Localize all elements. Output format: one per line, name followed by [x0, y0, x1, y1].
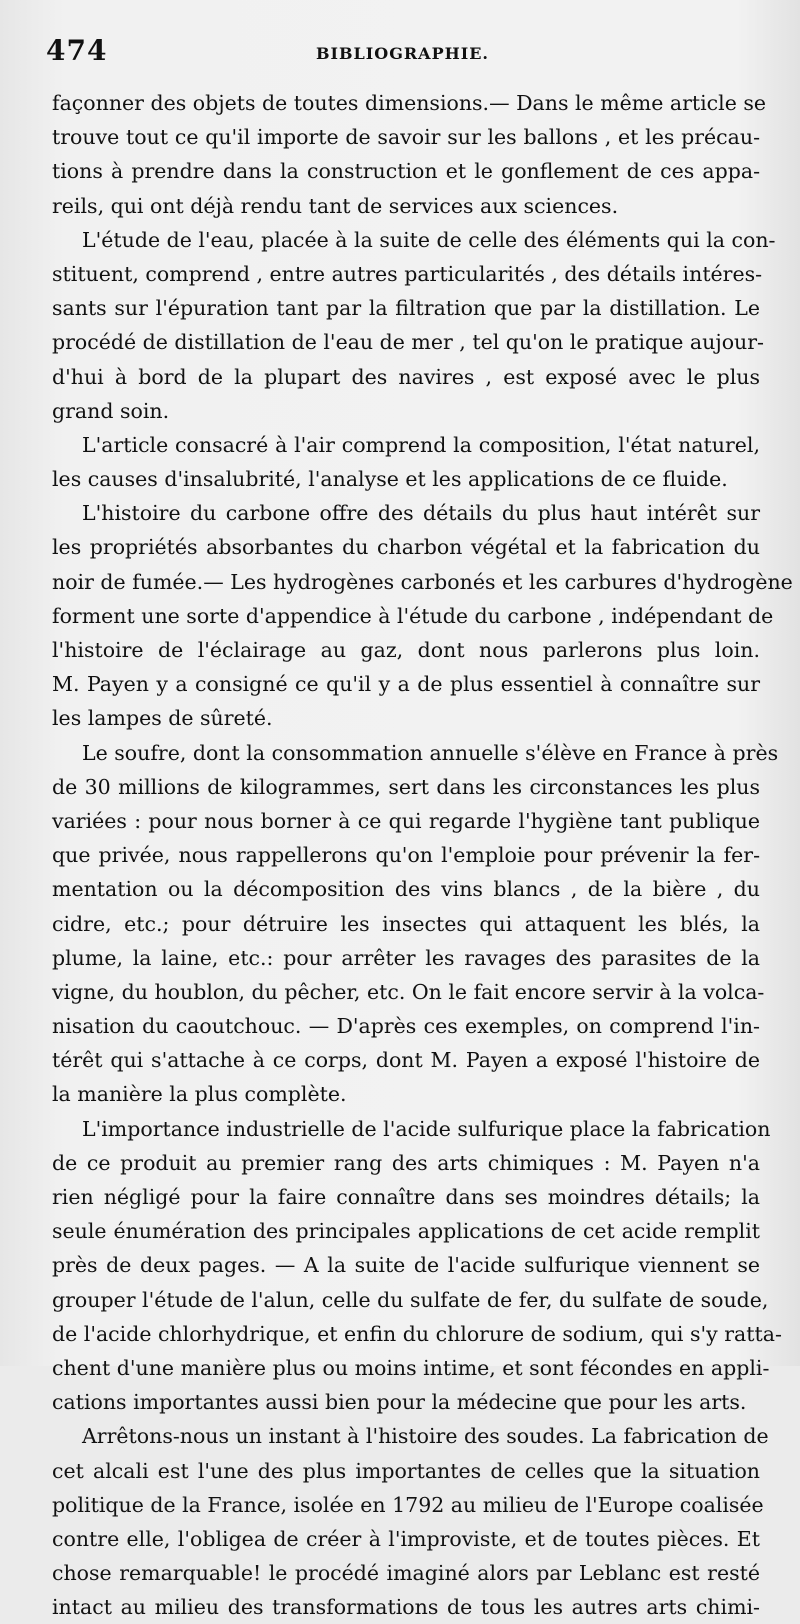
text-line: L'histoire du carbone offre des détails du plus haut intérêt sur	[82, 501, 760, 526]
page-number: 474	[46, 34, 108, 67]
text-line: cidre, etc.; pour détruire les insectes qui attaquent les blés, la	[52, 911, 760, 936]
text-line: les lampes de sûreté.	[52, 706, 273, 731]
text-line: sants sur l'épuration tant par la filtration que par la distillation. Le	[52, 296, 760, 321]
text-line: noir de fumée.— Les hydrogènes carbonés et les carbures d'hydrogène	[52, 569, 793, 594]
text-line: Le soufre, dont la consommation annuelle s'élève en France à près	[82, 740, 779, 765]
text-line: vigne, du houblon, du pêcher, etc. On le fait encore servir à la volca-	[52, 979, 765, 1004]
text-line: l'histoire de l'éclairage au gaz, dont nous parlerons plus loin.	[52, 638, 760, 662]
text-line: mentation ou la décomposition des vins blancs , de la bière , du	[52, 877, 760, 902]
text-line: que privée, nous rappellerons qu'on l'emploie pour prévenir la fer-	[52, 843, 760, 868]
text-line: L'étude de l'eau, placée à la suite de celle des éléments qui la con-	[82, 227, 776, 252]
text-line: d'hui à bord de la plupart des navires , est exposé avec le plus	[52, 364, 760, 389]
text-line: les causes d'insalubrité, l'analyse et les applications de ce fluide.	[52, 467, 728, 492]
body-text	[52, 86, 793, 1624]
text-line: politique de la France, isolée en 1792 au milieu de l'Europe coalisée	[52, 1492, 764, 1517]
text-line: forment une sorte d'appendice à l'étude du carbone , indépendant de	[52, 603, 774, 628]
text-line: L'importance industrielle de l'acide sulfurique place la fabrication	[82, 1116, 771, 1141]
text-line: plume, la laine, etc.: pour arrêter les ravages des parasites de la	[52, 945, 760, 970]
text-line: contre elle, l'obligea de créer à l'improviste, et de toutes pièces. Et	[52, 1526, 760, 1551]
text-line: seule énumération des principales applications de cet acide remplit	[52, 1219, 760, 1244]
text-line: intact au milieu des transformations de tous les autres arts chimi-	[52, 1595, 760, 1620]
text-line: M. Payen y a consigné ce qu'il y a de plus essentiel à connaître sur	[52, 672, 760, 697]
text-line: tions à prendre dans la construction et le gonflement de ces appa-	[52, 159, 760, 184]
text-line: térêt qui s'attache à ce corps, dont M. Payen a exposé l'histoire de	[52, 1048, 760, 1073]
text-line: de ce produit au premier rang des arts chimiques : M. Payen n'a	[52, 1150, 760, 1175]
text-line: procédé de distillation de l'eau de mer , tel qu'on le pratique aujour-	[52, 330, 764, 355]
text-line: grouper l'étude de l'alun, celle du sulfate de fer, du sulfate de soude,	[52, 1287, 769, 1312]
text-line: cations importantes aussi bien pour la médecine que pour les arts.	[52, 1390, 747, 1415]
text-line: reils, qui ont déjà rendu tant de services aux sciences.	[52, 193, 619, 218]
text-line: grand soin.	[52, 398, 170, 423]
running-head: BIBLIOGRAPHIE.	[316, 44, 489, 63]
text-line: la manière la plus complète.	[52, 1082, 347, 1107]
text-line: variées : pour nous borner à ce qui regarde l'hygiène tant publique	[52, 808, 760, 833]
page-header	[46, 34, 744, 74]
text-line: rien négligé pour la faire connaître dans ses moindres détails; la	[52, 1185, 760, 1209]
text-line: les propriétés absorbantes du charbon végétal et la fabrication du	[52, 535, 760, 560]
text-line: nisation du caoutchouc. — D'après ces exemples, on comprend l'in-	[52, 1014, 760, 1039]
text-line: L'article consacré à l'air comprend la composition, l'état naturel,	[82, 432, 760, 457]
text-line: façonner des objets de toutes dimensions.— Dans le même article se	[52, 91, 767, 115]
text-line: de 30 millions de kilogrammes, sert dans les circonstances les plus	[52, 774, 760, 799]
text-line: Arrêtons-nous un instant à l'histoire des soudes. La fabrication de	[82, 1424, 769, 1449]
text-line: près de deux pages. — A la suite de l'acide sulfurique viennent se	[52, 1253, 760, 1278]
text-line: de l'acide chlorhydrique, et enfin du chlorure de sodium, qui s'y ratta-	[52, 1321, 782, 1346]
text-line: chent d'une manière plus ou moins intime, et sont fécondes en appli-	[52, 1355, 770, 1380]
text-line: trouve tout ce qu'il importe de savoir sur les ballons , et les précau-	[52, 125, 760, 150]
text-line: cet alcali est l'une des plus importantes de celles que la situation	[52, 1458, 760, 1483]
text-line: chose remarquable! le procédé imaginé alors par Leblanc est resté	[52, 1561, 760, 1586]
text-line: stituent, comprend , entre autres particularités , des détails intéres-	[52, 261, 763, 286]
